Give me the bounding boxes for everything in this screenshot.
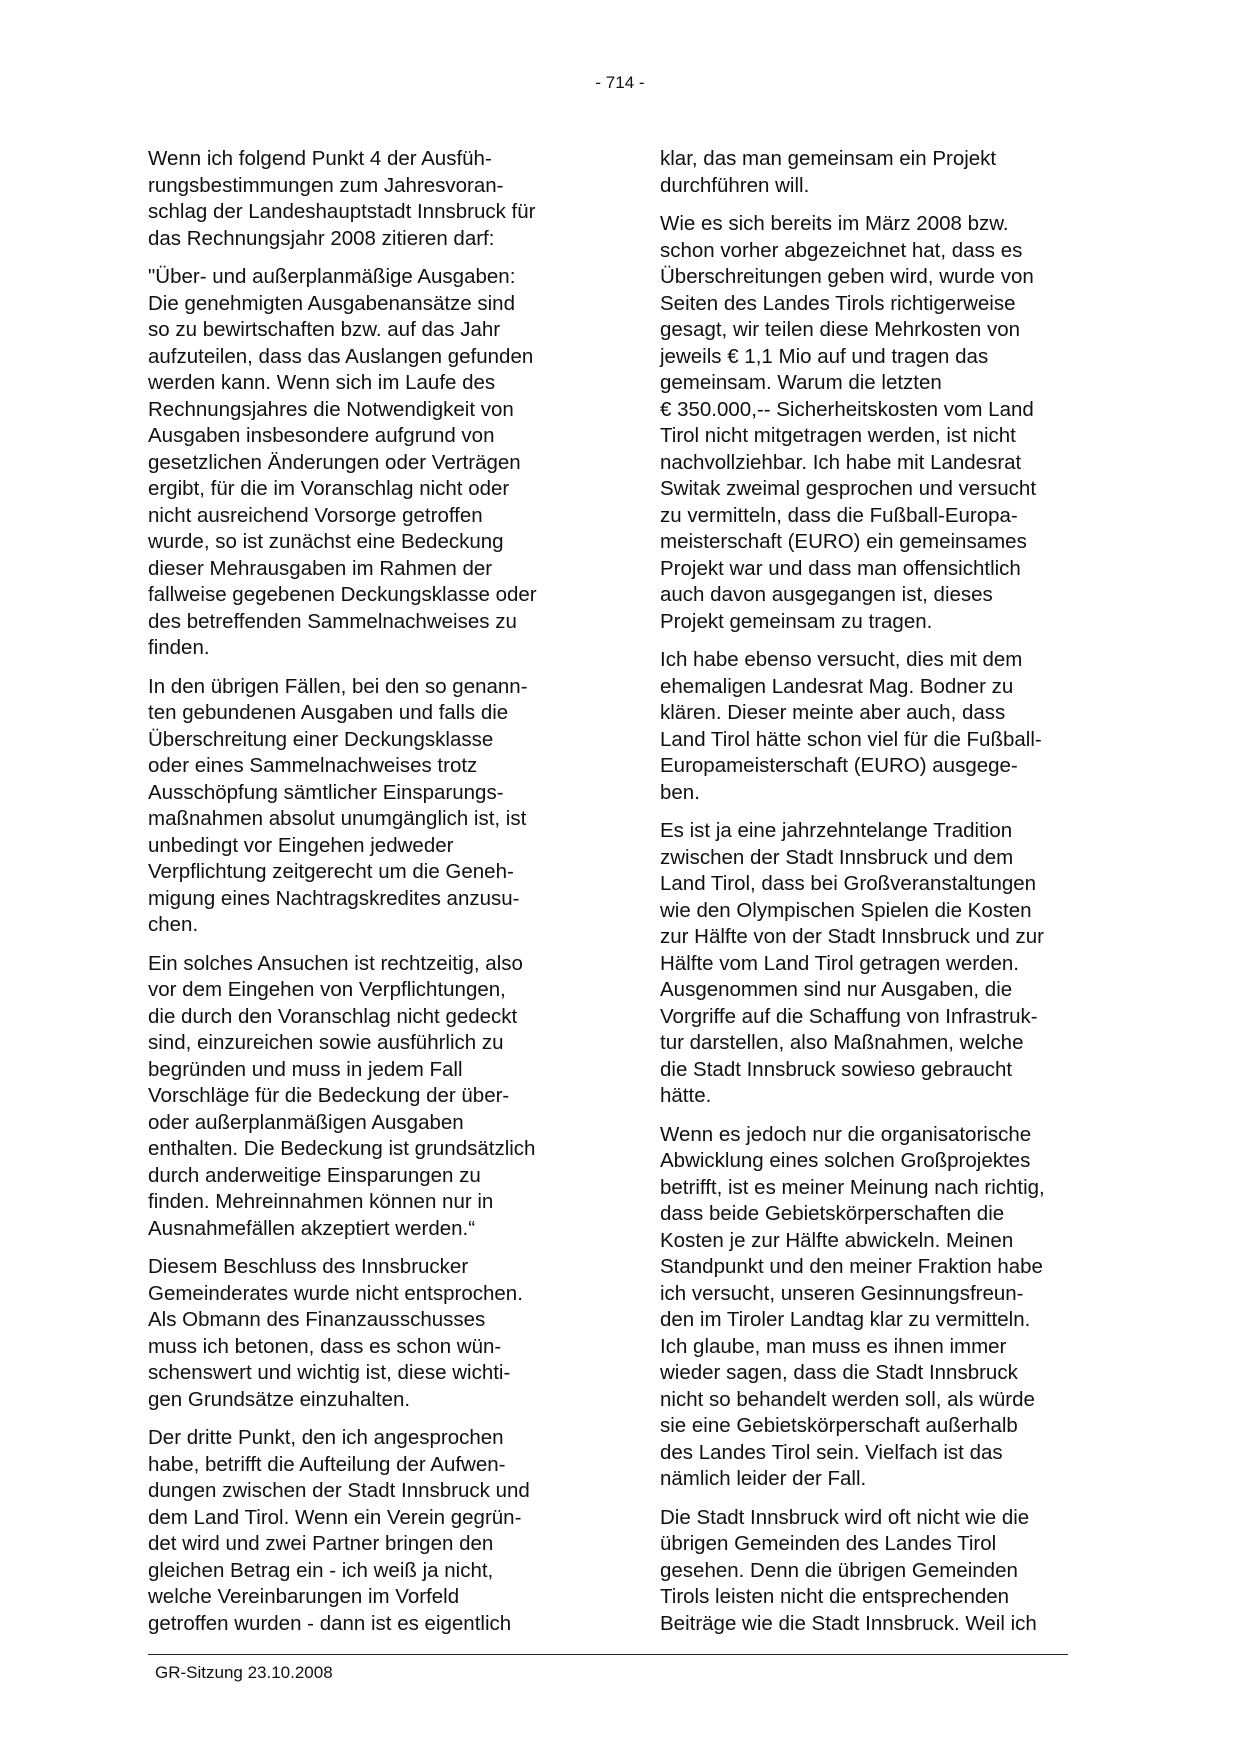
text-line: Tirols leisten nicht die entsprechenden xyxy=(660,1585,1010,1608)
text-line: € 350.000,-- Sicherheitskosten vom Land xyxy=(660,397,1034,421)
text-line: Land Tirol, dass bei Großveranstaltungen xyxy=(660,872,1037,895)
text-line: unbedingt vor Eingehen jedweder xyxy=(148,833,454,857)
text-line: ben. xyxy=(660,780,700,804)
text-line: Überschreitung einer Deckungsklasse xyxy=(148,727,494,751)
text-line: enthalten. Die Bedeckung ist grundsätzlich xyxy=(148,1137,536,1160)
text-line: wieder sagen, dass die Stadt Innsbruck xyxy=(660,1361,1018,1384)
text-line: oder eines Sammelnachweises trotz xyxy=(148,754,478,777)
text-line: so zu bewirtschaften bzw. auf das Jahr xyxy=(148,318,501,341)
text-line: zu vermitteln, dass die Fußball-Europa- xyxy=(660,503,1018,527)
text-line: gemeinsam. Warum die letzten xyxy=(660,371,942,394)
text-line: Europameisterschaft (EURO) ausgege- xyxy=(660,754,1018,777)
text-line: betrifft, ist es meiner Meinung nach richtig, xyxy=(660,1175,1045,1199)
text-line: finden. Mehreinnahmen können nur in xyxy=(148,1190,494,1213)
text-line: ergibt, für die im Voranschlag nicht oder xyxy=(148,477,510,500)
text-line: Ich glaube, man muss es ihnen immer xyxy=(660,1334,1007,1358)
text-line: nicht so behandelt werden soll, als würde xyxy=(660,1387,1035,1411)
text-line: dungen zwischen der Stadt Innsbruck und xyxy=(148,1479,530,1502)
text-line: det wird und zwei Partner bringen den xyxy=(148,1532,494,1555)
text-line: Wenn es jedoch nur die organisatorische xyxy=(660,1122,1032,1146)
text-line: Diesem Beschluss des Innsbrucker xyxy=(148,1255,469,1278)
text-line: zur Hälfte von der Stadt Innsbruck und zur xyxy=(660,925,1045,948)
text-line: maßnahmen absolut unumgänglich ist, ist xyxy=(148,807,527,830)
text-line: Vorschläge für die Bedeckung der über- xyxy=(148,1084,510,1107)
text-line: gesehen. Denn die übrigen Gemeinden xyxy=(660,1558,1018,1582)
text-line: gesetzlichen Änderungen oder Verträgen xyxy=(148,450,521,474)
footer-session-date: GR-Sitzung 23.10.2008 xyxy=(155,1663,333,1682)
text-line: Vorgriffe auf die Schaffung von Infrastruk- xyxy=(660,1004,1038,1028)
text-line: klären. Dieser meinte aber auch, dass xyxy=(660,701,1006,724)
text-line: Abwicklung eines solchen Großprojektes xyxy=(660,1149,1031,1172)
text-line: die durch den Voranschlag nicht gedeckt xyxy=(148,1004,518,1028)
text-line: Überschreitungen geben wird, wurde von xyxy=(660,265,1034,288)
paragraph xyxy=(660,818,1102,1110)
text-line: tur darstellen, also Maßnahmen, welche xyxy=(660,1031,1024,1054)
text-line: Switak zweimal gesprochen und versucht xyxy=(660,477,1037,500)
text-line: Seiten des Landes Tirols richtigerweise xyxy=(660,291,1016,315)
text-line: schenswert und wichtig ist, diese wichti- xyxy=(148,1361,511,1384)
text-line: übrigen Gemeinden des Landes Tirol xyxy=(660,1532,997,1555)
text-line: Ich habe ebenso versucht, dies mit dem xyxy=(660,648,1023,671)
text-line: Ausnahmefällen akzeptiert werden.“ xyxy=(148,1216,476,1240)
text-line: rungsbestimmungen zum Jahresvoran- xyxy=(148,173,504,197)
text-line: Die genehmigten Ausgabenansätze sind xyxy=(148,291,515,315)
text-line: nicht ausreichend Vorsorge getroffen xyxy=(148,503,483,527)
paragraph xyxy=(148,951,590,1243)
text-line: dem Land Tirol. Wenn ein Verein gegrün- xyxy=(148,1505,522,1529)
text-line: auch davon ausgegangen ist, dieses xyxy=(660,583,993,606)
text-line: ten gebundenen Ausgaben und falls die xyxy=(148,701,509,724)
paragraph xyxy=(148,1425,590,1637)
text-line: finden. xyxy=(148,636,210,659)
text-line: Rechnungsjahres die Notwendigkeit von xyxy=(148,397,514,421)
text-line: schon vorher abgezeichnet hat, dass es xyxy=(660,238,1023,262)
text-line: Ein solches Ansuchen ist rechtzeitig, also xyxy=(148,951,523,975)
text-line: Wenn ich folgend Punkt 4 der Ausfüh- xyxy=(148,147,492,170)
paragraph xyxy=(660,211,1102,635)
page-number: - 714 - xyxy=(595,73,645,92)
text-line: migung eines Nachtragskredites anzusu- xyxy=(148,886,520,910)
text-line: Der dritte Punkt, den ich angesprochen xyxy=(148,1426,504,1449)
text-line: nämlich leider der Fall. xyxy=(660,1467,867,1490)
text-line: ehemaligen Landesrat Mag. Bodner zu xyxy=(660,674,1014,698)
text-line: Land Tirol hätte schon viel für die Fußball- xyxy=(660,727,1042,751)
text-line: Standpunkt und den meiner Fraktion habe xyxy=(660,1255,1043,1278)
left-column xyxy=(148,146,590,1649)
text-line: werden kann. Wenn sich im Laufe des xyxy=(148,371,496,394)
text-line: Tirol nicht mitgetragen werden, ist nicht xyxy=(660,424,1016,447)
text-line: des Landes Tirol sein. Vielfach ist das xyxy=(660,1440,1003,1464)
text-line: In den übrigen Fällen, bei den so genann- xyxy=(148,674,528,698)
text-line: Projekt war und dass man offensichtlich xyxy=(660,556,1021,580)
text-line: nachvollziehbar. Ich habe mit Landesrat xyxy=(660,450,1022,474)
text-line: gen Grundsätze einzuhalten. xyxy=(148,1387,411,1411)
paragraph xyxy=(660,1505,1102,1638)
text-line: ich versucht, unseren Gesinnungsfreun- xyxy=(660,1281,1024,1305)
text-line: Ausgaben insbesondere aufgrund von xyxy=(148,424,495,447)
text-line: Die Stadt Innsbruck wird oft nicht wie die xyxy=(660,1505,1030,1529)
text-line: dass beide Gebietskörperschaften die xyxy=(660,1202,1005,1225)
right-column xyxy=(660,146,1102,1649)
text-line: "Über- und außerplanmäßige Ausgaben: xyxy=(148,265,516,288)
text-line: muss ich betonen, dass es schon wün- xyxy=(148,1334,502,1358)
text-line: wurde, so ist zunächst eine Bedeckung xyxy=(148,530,504,553)
text-line: Ausschöpfung sämtlicher Einsparungs- xyxy=(148,780,504,804)
text-line: meisterschaft (EURO) ein gemeinsames xyxy=(660,530,1027,553)
paragraph xyxy=(148,1254,590,1413)
text-line: Verpflichtung zeitgerecht um die Geneh- xyxy=(148,860,514,883)
text-line: Projekt gemeinsam zu tragen. xyxy=(660,609,933,633)
text-line: begründen und muss in jedem Fall xyxy=(148,1057,463,1081)
text-line: chen. xyxy=(148,913,199,936)
text-line: durchführen will. xyxy=(660,173,810,197)
text-line: Gemeinderates wurde nicht entsprochen. xyxy=(148,1281,523,1305)
text-line: die Stadt Innsbruck sowieso gebraucht xyxy=(660,1057,1013,1081)
text-line: Wie es sich bereits im März 2008 bzw. xyxy=(660,212,1009,235)
text-line: gleichen Betrag ein - ich weiß ja nicht, xyxy=(148,1558,494,1582)
text-line: habe, betrifft die Aufteilung der Aufwen- xyxy=(148,1452,506,1476)
text-line: Hälfte vom Land Tirol getragen werden. xyxy=(660,951,1019,975)
text-line: fallweise gegebenen Deckungsklasse oder xyxy=(148,583,537,606)
paragraph xyxy=(660,146,1102,199)
text-line: den im Tiroler Landtag klar zu vermitteln. xyxy=(660,1308,1031,1331)
text-line: getroffen wurden - dann ist es eigentlich xyxy=(148,1611,512,1635)
text-line: sie eine Gebietskörperschaft außerhalb xyxy=(660,1414,1018,1437)
text-line: Ausgenommen sind nur Ausgaben, die xyxy=(660,978,1013,1001)
text-line: Beiträge wie die Stadt Innsbruck. Weil ich xyxy=(660,1611,1037,1635)
text-line: gesagt, wir teilen diese Mehrkosten von xyxy=(660,318,1021,341)
text-line: aufzuteilen, dass das Auslangen gefunden xyxy=(148,344,534,368)
text-line: hätte. xyxy=(660,1084,712,1107)
text-line: vor dem Eingehen von Verpflichtungen, xyxy=(148,978,506,1001)
text-line: zwischen der Stadt Innsbruck und dem xyxy=(660,845,1014,869)
text-line: wie den Olympischen Spielen die Kosten xyxy=(660,898,1032,922)
paragraph xyxy=(660,1122,1102,1493)
text-line: das Rechnungsjahr 2008 zitieren darf: xyxy=(148,226,495,250)
paragraph xyxy=(148,264,590,662)
text-line: welche Vereinbarungen im Vorfeld xyxy=(148,1585,460,1608)
paragraph xyxy=(148,674,590,939)
text-line: dieser Mehrausgaben im Rahmen der xyxy=(148,556,493,580)
paragraph xyxy=(660,647,1102,806)
paragraph xyxy=(148,146,590,252)
text-line: schlag der Landeshauptstadt Innsbruck für xyxy=(148,200,536,223)
text-line: jeweils € 1,1 Mio auf und tragen das xyxy=(660,344,989,368)
text-line: des betreffenden Sammelnachweises zu xyxy=(148,609,517,633)
text-line: Kosten je zur Hälfte abwickeln. Meinen xyxy=(660,1228,1014,1252)
text-line: Es ist ja eine jahrzehntelange Tradition xyxy=(660,819,1013,842)
text-line: Als Obmann des Finanzausschusses xyxy=(148,1308,486,1331)
text-line: durch anderweitige Einsparungen zu xyxy=(148,1163,481,1187)
text-line: oder außerplanmäßigen Ausgaben xyxy=(148,1110,464,1134)
text-line: klar, das man gemeinsam ein Projekt xyxy=(660,147,997,170)
footer-divider xyxy=(148,1654,1068,1655)
text-line: sind, einzureichen sowie ausführlich zu xyxy=(148,1031,504,1054)
